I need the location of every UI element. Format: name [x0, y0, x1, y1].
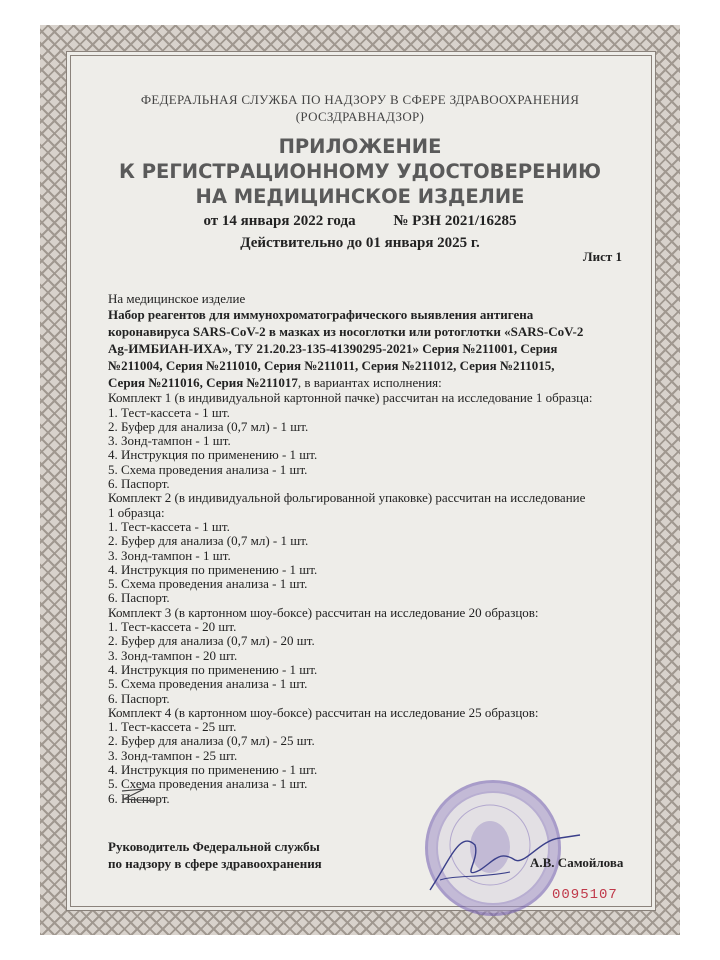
kit-item: 4. Инструкция по применению - 1 шт.	[108, 661, 318, 677]
kit-item: 6. Паспорт.	[108, 690, 170, 706]
intro-text: На медицинское изделие	[108, 291, 246, 306]
kit-item: 1. Тест-кассета - 20 шт.	[108, 619, 237, 635]
product-line: коронавируса SARS-CoV-2 в мазках из носоглотки или ротоглотки «SARS-CoV-2	[108, 324, 584, 340]
kit-heading: 1 образца:	[108, 504, 165, 520]
date-line	[0, 213, 720, 230]
kit-item: 5. Схема проведения анализа - 1 шт.	[108, 676, 308, 692]
signatory-title	[108, 838, 322, 872]
kit-item: 4. Инструкция по применению - 1 шт.	[108, 447, 318, 463]
kits-list	[108, 391, 628, 806]
signatory-line: Руководитель Федеральной службы	[108, 839, 320, 854]
title-line: ПРИЛОЖЕНИЕ	[278, 135, 442, 158]
agency-abbr: (РОСЗДРАВНАДЗОР)	[295, 109, 425, 124]
product-tail: , в вариантах исполнения:	[297, 375, 442, 391]
kit-item: 5. Схема проведения анализа - 1 шт.	[108, 576, 308, 592]
agency-name: ФЕДЕРАЛЬНАЯ СЛУЖБА ПО НАДЗОРУ В СФЕРЕ ЗДРАВООХРАНЕНИЯ	[140, 92, 580, 107]
kit-item: 3. Зонд-тампон - 20 шт.	[108, 647, 238, 663]
valid-until: Действительно до 01 января 2025 г.	[240, 235, 480, 251]
kit-heading: Комплект 4 (в картонном шоу-боксе) рассчитан на исследование 25 образцов:	[108, 704, 539, 720]
signatory-line: по надзору в сфере здравоохранения	[108, 856, 322, 871]
title-line: НА МЕДИЦИНСКОЕ ИЗДЕЛИЕ	[195, 185, 525, 208]
kit-item: 6. Паспорт.	[108, 476, 170, 492]
kit-item: 4. Инструкция по применению - 1 шт.	[108, 762, 318, 778]
document-body	[108, 292, 628, 806]
registration-number: № РЗН 2021/16285	[393, 213, 517, 229]
kit-item: 3. Зонд-тампон - 1 шт.	[108, 433, 231, 449]
kit-item: 2. Буфер для анализа (0,7 мл) - 1 шт.	[108, 533, 309, 549]
kit-item: 1. Тест-кассета - 25 шт.	[108, 719, 237, 735]
sheet-number: Лист 1	[582, 249, 622, 264]
document-title	[0, 134, 720, 209]
kit-item: 5. Схема проведения анализа - 1 шт.	[108, 461, 308, 477]
product-line: Набор реагентов для иммунохроматографического выявления антигена	[108, 307, 534, 323]
form-serial-number: 0095107	[552, 887, 618, 903]
kit-item: 2. Буфер для анализа (0,7 мл) - 20 шт.	[108, 633, 315, 649]
kit-item: 1. Тест-кассета - 1 шт.	[108, 518, 230, 534]
issue-date: от 14 января 2022 года	[203, 213, 356, 229]
kit-item: 6. Паспорт.	[108, 590, 170, 606]
kit-item: 4. Инструкция по применению - 1 шт.	[108, 561, 318, 577]
product-line: №211004, Серия №211010, Серия №211011, Серия №211012, Серия №211015,	[108, 358, 555, 374]
kit-item: 1. Тест-кассета - 1 шт.	[108, 404, 230, 420]
title-line: К РЕГИСТРАЦИОННОМУ УДОСТОВЕРЕНИЮ	[118, 160, 601, 183]
kit-heading: Комплект 2 (в индивидуальной фольгированной упаковке) рассчитан на исследование	[108, 490, 586, 506]
signatory-name: А.В. Самойлова	[530, 855, 624, 870]
product-line	[108, 374, 628, 391]
agency-header	[0, 91, 720, 125]
product-line: Ag-ИМБИАН-ИХА», ТУ 21.20.23-135-41390295-2021» Серия №211001, Серия	[108, 341, 558, 357]
kit-item: 2. Буфер для анализа (0,7 мл) - 25 шт.	[108, 733, 315, 749]
kit-item: 2. Буфер для анализа (0,7 мл) - 1 шт.	[108, 418, 309, 434]
product-series: Серия №211016, Серия №211017	[108, 375, 298, 391]
kit-item: 3. Зонд-тампон - 25 шт.	[108, 747, 238, 763]
kit-heading: Комплект 3 (в картонном шоу-боксе) рассчитан на исследование 20 образцов:	[108, 604, 539, 620]
kit-heading: Комплект 1 (в индивидуальной картонной пачке) рассчитан на исследование 1 образца:	[108, 390, 593, 406]
kit-item: 5. Схема проведения анализа - 1 шт.	[108, 776, 308, 792]
kit-item: 3. Зонд-тампон - 1 шт.	[108, 547, 231, 563]
kit-item: 6. Паспорт.	[108, 790, 170, 806]
handwritten-mark	[118, 785, 163, 810]
